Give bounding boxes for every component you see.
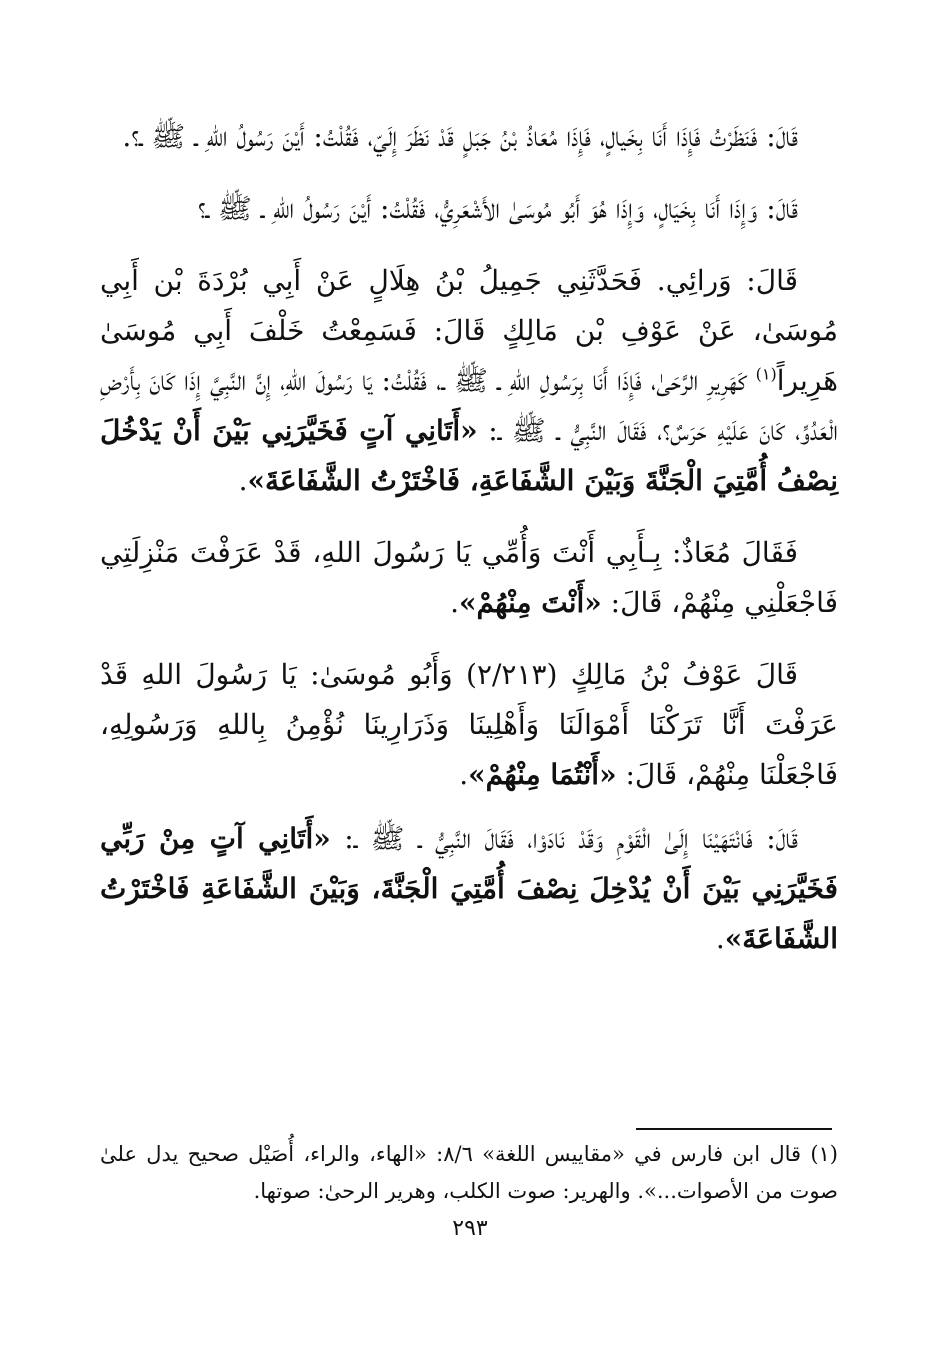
- text-run: .: [459, 758, 469, 791]
- text-run: .: [450, 586, 459, 619]
- footnote-1: (١) قال ابن فارس في «مقاييس اللغة» ٨/٦: «الهاء، والراء، أُصَيْل صحيح يدل علىٰ صوت من الأصوات...». والهرير: صوت الكلب، وهرير الرحىٰ: صوتها.: [100, 1142, 838, 1203]
- hadith-quote: «أَتَانِي آتٍ مِنْ رَبِّي فَخَيَّرَنِي بَيْنَ أَنْ يُدْخِلَ نِصْفَ أُمَّتِيَ الْجَنَّةَ، وَبَيْنَ الشَّفَاعَةِ فَاخْتَرْتُ الشَّفَاعَةَ»: [100, 822, 838, 955]
- text-run: قَالَ: فَانْتَهَيْنَا إِلَىٰ الْقَوْمِ وَقَدْ نَادَوْا، فَقَالَ النَّبِيُّ ـ ﷺ ـ:: [330, 822, 798, 855]
- text-run: قَالَ: وَإِذَا أَنَا بِخَيَالٍ، وَإِذَا هُوَ أَبُو مُوسَىٰ الأَشْعَرِيُّ، فَقُلْتُ: أَيْنَ رَسُولُ اللهِ ـ ﷺ ـ؟: [197, 192, 798, 225]
- text-run: .: [238, 464, 248, 497]
- text-run: كَهَرِيرِ الرَّحَىٰ، فَإِذَا أَنَا بِرَسُولِ اللهِ ـ ﷺ ـ، فَقُلْتُ: يَا رَسُولَ اللهِ، إِنَّ النَّبِيَّ إِذَا كَانَ بِأَرْضِ الْعَدُوِّ، كَانَ عَلَيْهِ حَرَسٌ؟، فَقَالَ النَّبِيُّ ـ ﷺ ـ:: [100, 364, 838, 447]
- footnotes-section: [100, 1136, 838, 1210]
- paragraph-1: [100, 112, 838, 162]
- text-run: قَالَ عَوْفُ بْنُ مَالِكٍ (٢/٢١٣) وَأَبُو مُوسَىٰ: يَا رَسُولَ اللهِ قَدْ عَرَفْتَ أَنَّا تَرَكْنَا أَمْوَالَنَا وَأَهْلِينَا وَذَرَارِينَا نُؤْمِنُ بِاللهِ وَرَسُولِهِ، فَاجْعَلْنَا مِنْهُمْ، قَالَ:: [100, 658, 838, 791]
- paragraph-5: [100, 650, 838, 800]
- hadith-quote: «أَنْتَ مِنْهُمْ»: [458, 586, 602, 619]
- text-run: قَالَ: فَنَظَرْتُ فَإِذَا أَنَا بِخَيالٍ، فَإِذَا مُعَاذُ بْنُ جَبَلٍ قَدْ نَظَرَ إِلَيّ، فَقُلْتُ: أَيْنَ رَسُولُ اللهِ ـ ﷺ ـ؟.: [122, 120, 798, 153]
- text-run: .: [715, 922, 725, 955]
- paragraph-4: [100, 528, 838, 628]
- paragraph-3: [100, 256, 838, 506]
- text-run: فَقَالَ مُعَاذٌ: بِـأَبِي أَنْتَ وَأُمِّي يَا رَسُولَ اللهِ، قَدْ عَرَفْتَ مَنْزِلَتِي فَاجْعَلْنِي مِنْهُمْ، قَالَ:: [100, 536, 838, 619]
- footnote-reference[interactable]: (١): [755, 364, 777, 384]
- text-run: قَالَ: وَرائِي. فَحَدَّثَنِي جَمِيلُ بْنُ هِلَالٍ عَنْ أَبِي بُرْدَةَ بْن أَبِي مُوسَىٰ، عَنْ عَوْفِ بْن مَالِكٍ قَالَ: فَسَمِعْتُ خَلْفَ أَبِي مُوسَىٰ هَرِيراً: [100, 264, 838, 397]
- paragraph-6: [100, 814, 838, 964]
- main-text: [100, 112, 838, 986]
- hadith-quote: «أَتَانِي آتٍ فَخَيَّرَنِي بَيْنَ أَنْ يَدْخُلَ نِصْفُ أُمَّتِيَ الْجَنَّةَ وَبَيْنَ الشَّفَاعَةِ، فَاخْتَرْتُ الشَّفَاعَةَ»: [100, 414, 838, 497]
- paragraph-2: [100, 184, 838, 234]
- page-number: ٢٩٣: [452, 1216, 488, 1241]
- footnote-divider: [636, 1128, 832, 1130]
- hadith-quote: «أَنْتُمَا مِنْهُمْ»: [468, 758, 617, 791]
